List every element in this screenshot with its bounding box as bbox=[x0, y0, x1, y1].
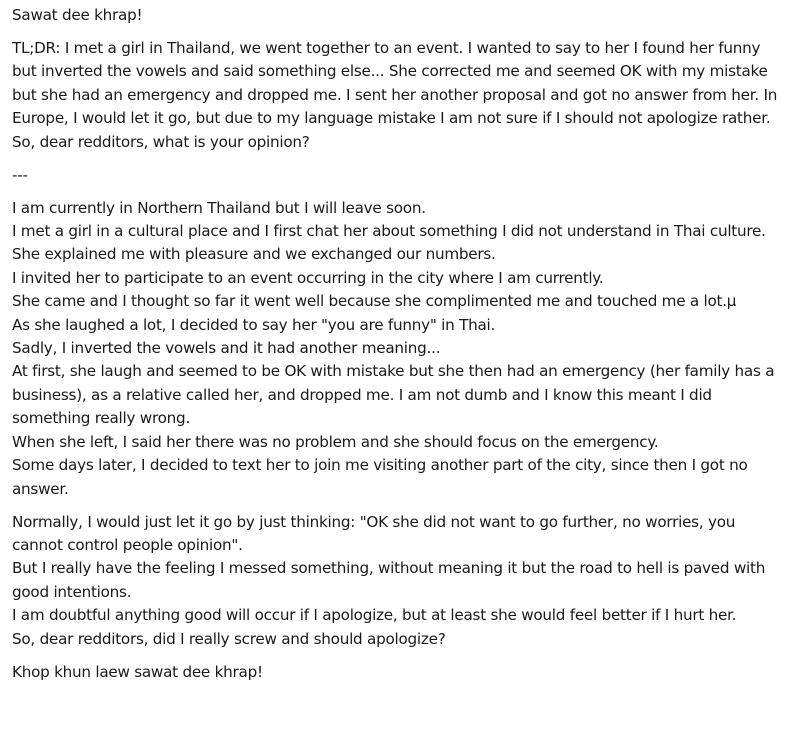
story-line: I met a girl in a cultural place and I first chat her about something I did not understand in Thai culture. bbox=[12, 222, 766, 241]
story-line: I invited her to participate to an event occurring in the city where I am currently. bbox=[12, 268, 604, 287]
greeting: Sawat dee khrap! bbox=[12, 6, 143, 24]
story-line: As she laughed a lot, I decided to say her "you are funny" in Thai. bbox=[12, 315, 496, 334]
reflection-line: So, dear redditors, did I really screw and should apologize? bbox=[12, 629, 446, 648]
story-line: At first, she laugh and seemed to be OK with mistake but she then had an emergency (her family has a business), as a relative called her, and dropped me. I am not dumb and I know this meant I did something really wrong. bbox=[12, 362, 775, 428]
reflection-line: I am doubtful anything good will occur if I apologize, but at least she would feel better if I hurt her. bbox=[12, 606, 737, 625]
story-line: I am currently in Northern Thailand but I will leave soon. bbox=[12, 198, 426, 217]
reflection-line: Normally, I would just let it go by just thinking: "OK she did not want to go further, no worries, you cannot control people opinion". bbox=[12, 512, 736, 554]
story-paragraph bbox=[12, 197, 788, 501]
story-line: Sadly, I inverted the vowels and it had another meaning... bbox=[12, 339, 441, 358]
separator: --- bbox=[12, 165, 28, 184]
story-line: Some days later, I decided to text her to join me visiting another part of the city, since then I got no answer. bbox=[12, 456, 748, 498]
story-line: When she left, I said her there was no problem and she should focus on the emergency. bbox=[12, 432, 659, 451]
story-line: She came and I thought so far it went well because she complimented me and touched me a lot.µ bbox=[12, 292, 737, 311]
signoff: Khop khun laew sawat dee khrap! bbox=[12, 662, 263, 681]
tldr-paragraph: TL;DR: I met a girl in Thailand, we went together to an event. I wanted to say to her I found her funny but inverted the vowels and said something else... She corrected me and seemed OK with my mistake but she had an emergency and dropped me. I sent her another proposal and got no answer from her. In Europe, I would let it go, but due to my language mistake I am not sure if I should not apologize rather. So, dear redditors, what is your opinion? bbox=[12, 39, 778, 151]
reflection-line: But I really have the feeling I messed something, without meaning it but the road to hell is paved with good intentions. bbox=[12, 559, 766, 601]
reflection-paragraph bbox=[12, 511, 788, 651]
story-line: She explained me with pleasure and we exchanged our numbers. bbox=[12, 245, 496, 264]
